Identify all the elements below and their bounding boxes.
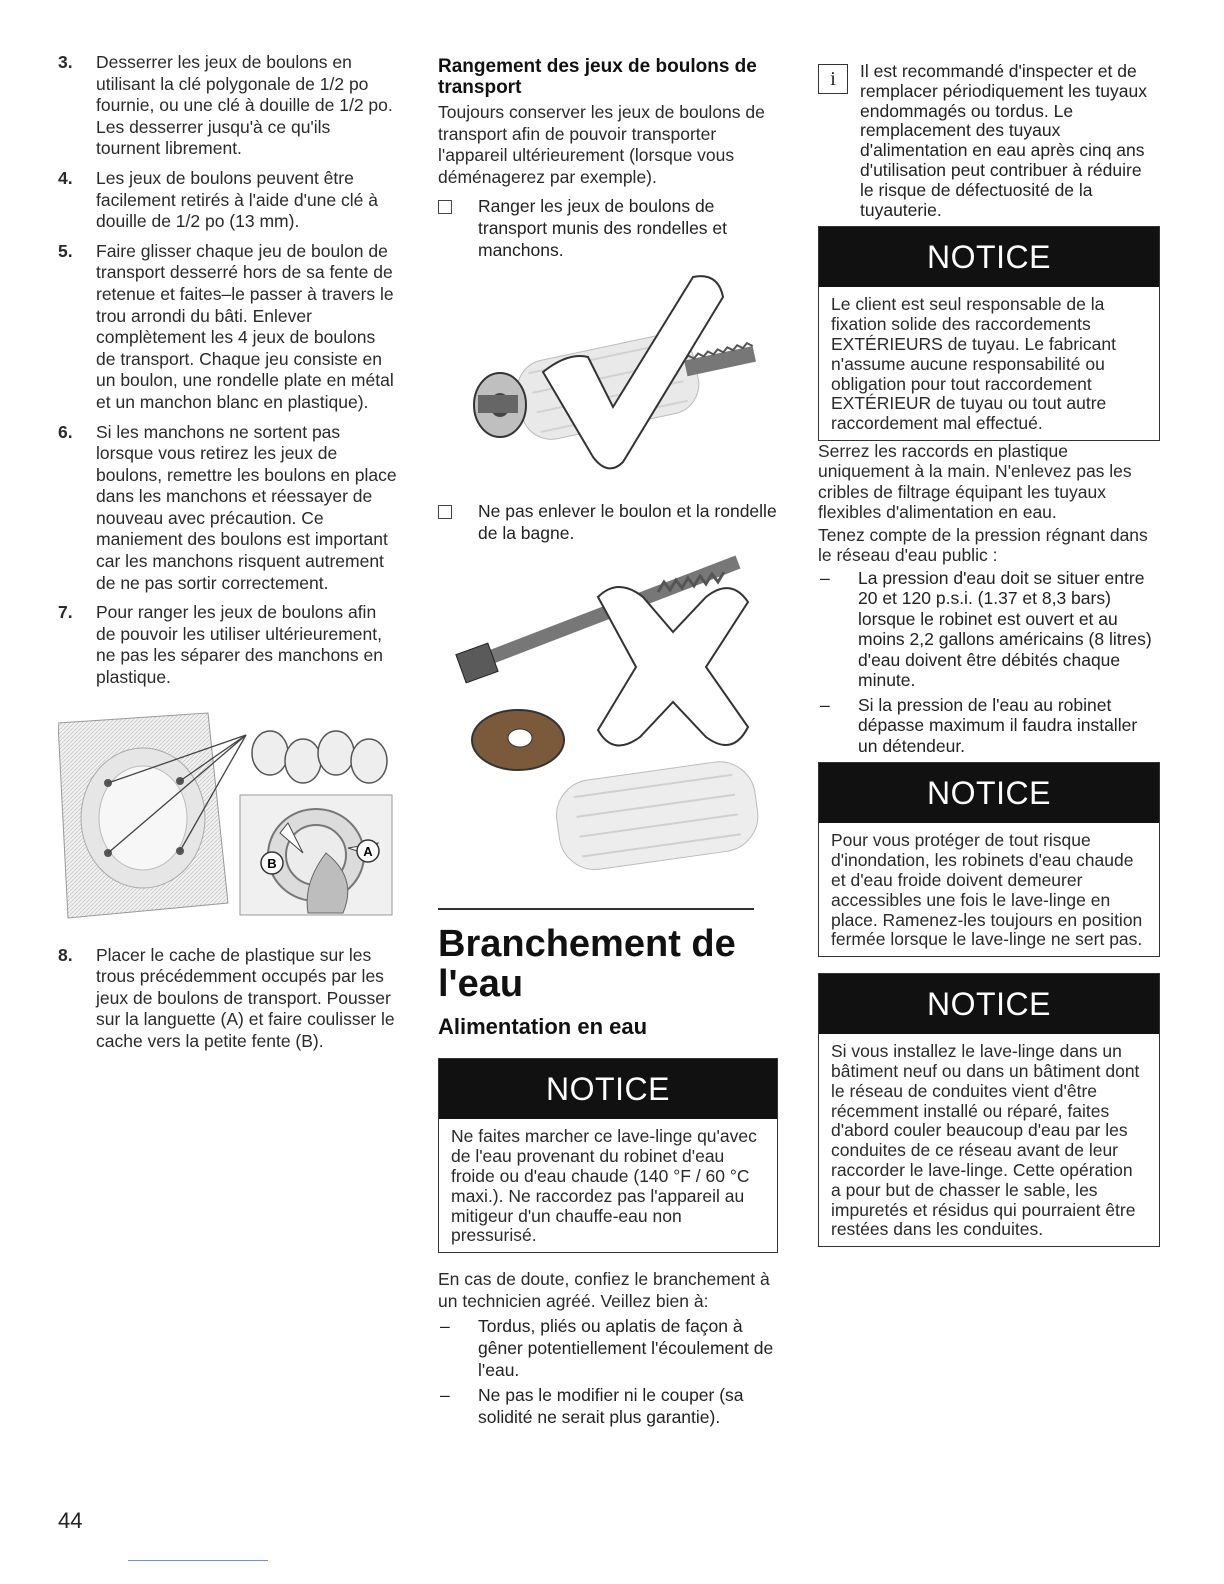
list-item [58, 422, 398, 595]
step-text: Les jeux de boulons peuvent être facilement retirés à l'aide d'une clé à douille de 1/2 po (13 mm). [96, 167, 378, 232]
list-item [58, 241, 398, 414]
paragraph: En cas de doute, confiez le branchement à un technicien agréé. Veillez bien à: [438, 1269, 770, 1311]
washer-cover-illustration [58, 703, 398, 923]
list-item: – Si la pression de l'eau au robinet dépasse maximum il faudra installer un détendeur. [820, 694, 1138, 756]
notice-box [818, 973, 1160, 1247]
checkbox-text: Ne pas enlever le boulon et la rondelle de la bagne. [478, 501, 777, 543]
step-number: 6. [58, 421, 73, 442]
list-item [58, 602, 398, 688]
steps-list-b [58, 945, 398, 1053]
info-note [818, 62, 1160, 220]
notice-text: Si vous installez le lave-linge dans un bâtiment neuf ou dans un bâtiment dont le réseau de conduites vient d'être récemment installé ou réparé, faites d'abord couler beaucoup d'eau par les conduites de ce réseau avant de leur raccorder le lave-linge. Cette opération a pour but de chasser le sable, les impuretés et résidus qui pourraient être restées dans les conduites. [831, 1041, 1140, 1240]
notice-label: NOTICE [819, 974, 1159, 1034]
list-item-text: Si la pression de l'eau au robinet dépasse maximum il faudra installer un détendeur. [858, 694, 1138, 756]
list-item: – Ne pas le modifier ni le couper (sa solidité ne serait plus garantie). [440, 1385, 744, 1427]
checkbox-icon [438, 505, 452, 519]
checkbox-item [438, 196, 778, 261]
info-icon: i [818, 64, 848, 94]
step-number: 4. [58, 167, 73, 188]
column-right [818, 62, 1160, 1247]
column-middle [438, 56, 778, 1432]
notice-label: NOTICE [819, 763, 1159, 823]
dash-list [438, 1316, 778, 1428]
subsection-heading: Alimentation en eau [438, 1014, 648, 1040]
intro-paragraph: Toujours conserver les jeux de boulons de transport afin de pouvoir transporter l'appareil ultérieurement (lorsque vous déménagerez par exemple). [438, 102, 765, 187]
checkbox-text: Ranger les jeux de boulons de transport munis des rondelles et manchons. [478, 196, 728, 260]
paragraph: Serrez les raccords en plastique uniquement à la main. N'enlevez pas les cribles de filtrage équipant les tuyaux flexibles d'alimentation en eau. [818, 440, 1132, 523]
list-item-text: Tordus, pliés ou aplatis de façon à gêner potentiellement l'écoulement de l'eau. [478, 1316, 774, 1380]
list-item: – Tordus, pliés ou aplatis de façon à gêner potentiellement l'écoulement de l'eau. [440, 1316, 774, 1380]
checkbox-item [438, 501, 778, 544]
page-title: Branchement de l'eau [438, 923, 736, 1006]
paragraph: Tenez compte de la pression régnant dans le réseau d'eau public : [818, 524, 1148, 566]
section-rule [438, 908, 754, 910]
step-text: Desserrer les jeux de boulons en utilisant la clé polygonale de 1/2 po fournie, ou une clé à douille de 1/2 po. Les desserrer jusqu'à ce qu'ils tournent librement. [96, 52, 393, 159]
bolt-with-checkmark-illustration [448, 267, 768, 487]
list-item-text: Ne pas le modifier ni le couper (sa solidité ne serait plus garantie). [478, 1385, 744, 1427]
section-heading: Rangement des jeux de boulons de transport [438, 56, 757, 98]
notice-text: Ne faites marcher ce lave-linge qu'avec de l'eau provenant du robinet d'eau froide ou d'eau chaude (140 °F / 60 °C maxi.). Ne raccordez pas l'appareil au mitigeur d'un chauffe-eau non pressurisé. [451, 1126, 757, 1246]
list-item: – La pression d'eau doit se situer entre 20 et 120 p.s.i. (1.37 et 8,3 bars) lorsque le robinet est ouvert et au moins 2,2 gallons américains (8 litres) d'eau doivent être débités chaque minute. [820, 567, 1152, 691]
cross-icon [598, 587, 748, 746]
list-item-text: La pression d'eau doit se situer entre 20 et 120 p.s.i. (1.37 et 8,3 bars) lorsque le robinet est ouvert et au moins 2,2 gallons américains (8 litres) d'eau doivent être débités chaque minute. [858, 567, 1152, 691]
notice-box [438, 1058, 778, 1253]
step-text: Pour ranger les jeux de boulons afin de pouvoir les utiliser ultérieurement, ne pas les séparer des manchons en plastique. [96, 602, 383, 688]
footer-rule [128, 1560, 268, 1561]
column-left [58, 52, 398, 1061]
step-text: Si les manchons ne sortent pas lorsque vous retirez les jeux de boulons, remettre les boulons en place dans les manchons et réessayer de nouveau avec précaution. Ce maniement des boulons est important car les manchons risquent autrement de ne pas sortir correctement. [96, 421, 397, 593]
list-item [58, 168, 398, 233]
label-a: A [363, 843, 373, 859]
step-number: 8. [58, 944, 73, 965]
label-b: B [267, 855, 277, 871]
step-number: 3. [58, 52, 73, 72]
checkbox-icon [438, 200, 452, 214]
list-item [58, 945, 398, 1053]
notice-text: Pour vous protéger de tout risque d'inondation, les robinets d'eau chaude et d'eau froide doivent demeurer accessibles une fois le lave-linge en place. Ramenez-les toujours en position fermée lorsque le lave-linge ne sert pas. [831, 830, 1143, 950]
steps-list-a [58, 52, 398, 689]
bolt-with-cross-illustration [448, 552, 778, 892]
notice-text: Le client est seul responsable de la fixation solide des raccordements EXTÉRIEURS de tuyau. Le fabricant n'assume aucune responsabilité ou obligation pour tout raccordement EXTÉRIEUR de tuyau ou tout autre raccordement mal effectué. [831, 294, 1116, 434]
step-text: Placer le cache de plastique sur les trous précédemment occupés par les jeux de boulons de transport. Pousser sur la languette (A) et faire coulisser le cache vers la petite fente (B). [96, 944, 395, 1051]
step-number: 5. [58, 240, 73, 261]
notice-box [818, 226, 1160, 441]
cap-icon [252, 731, 387, 783]
step-text: Faire glisser chaque jeu de boulon de transport desserré hors de sa fente de retenue et faites–le passer à travers le trou arrondi du bâti. Enlever complètement les 4 jeux de boulons de transport. Chaque jeu consiste en un boulon, une rondelle plate en métal et un manchon blanc en plastique). [96, 240, 394, 412]
step-number: 7. [58, 602, 73, 623]
notice-box [818, 762, 1160, 957]
list-item [58, 52, 398, 160]
page-number: 44 [58, 1508, 83, 1533]
dash-list [818, 568, 1160, 757]
info-text: Il est recommandé d'inspecter et de remplacer périodiquement les tuyaux endommagés ou tordus. Le remplacement des tuyaux d'alimentation en eau après cinq ans d'utilisation peut contribuer à réduire le risque de défectuosité de la tuyauterie. [860, 61, 1147, 220]
notice-label: NOTICE [819, 227, 1159, 287]
notice-label: NOTICE [439, 1059, 777, 1119]
